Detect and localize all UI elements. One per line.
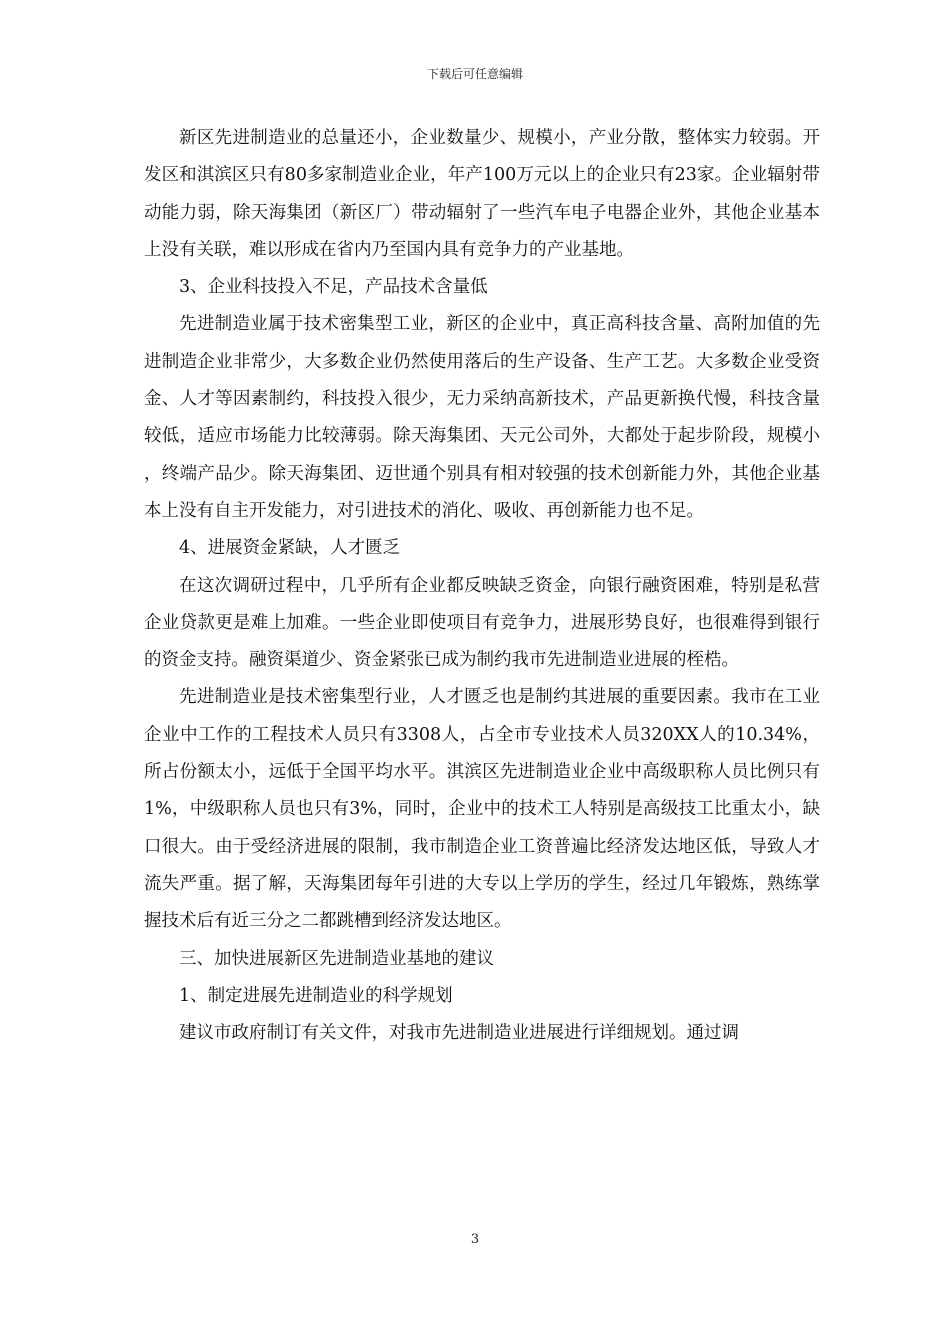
heading-funding-talent: 4、进展资金紧缺，人才匮乏: [179, 538, 401, 559]
heading-section-three: 三、加快进展新区先进制造业基地的建议: [179, 948, 494, 969]
page-number: 3: [470, 1232, 480, 1247]
paragraph-funding: 在这次调研过程中，几乎所有企业都反映缺乏资金，向银行融资困难，特别是私营企业贷款更是难上加难。一些企业即使项目有竞争力，进展形势良好，也很难得到银行的资金支持。融资渠道少、资金紧张已成为制约我市先进制造业进展的桎梏。: [144, 575, 820, 671]
page-header: 下载后可任意编辑: [426, 67, 523, 81]
heading-tech-investment: 3、企业科技投入不足，产品技术含量低: [179, 277, 488, 298]
paragraph-industry-scale: 新区先进制造业的总量还小，企业数量少、规模小，产业分散，整体实力较弱。开发区和淇滨区只有80多家制造业企业，年产100万元以上的企业只有23家。企业辐射带动能力弱，除天海集团（新区厂）带动辐射了一些汽车电子电器企业外，其他企业基本上没有关联，难以形成在省内乃至国内具有竞争力的产业基地。: [144, 128, 820, 260]
document-body: [144, 120, 820, 1052]
paragraph-tech-investment: 先进制造业属于技术密集型工业，新区的企业中，真正高科技含量、高附加值的先进制造企业非常少，大多数企业仍然使用落后的生产设备、生产工艺。大多数企业受资金、人才等因素制约，科技投入很少，无力采纳高新技术，产品更新换代慢，科技含量较低，适应市场能力比较薄弱。除天海集团、天元公司外，大都处于起步阶段，规模小，终端产品少。除天海集团、迈世通个别具有相对较强的技术创新能力外，其他企业基本上没有自主开发能力，对引进技术的消化、吸收、再创新能力也不足。: [144, 314, 820, 521]
paragraph-talent: 先进制造业是技术密集型行业，人才匮乏也是制约其进展的重要因素。我市在工业企业中工作的工程技术人员只有3308人，占全市专业技术人员320XX人的10.34%，所占份额太小，远低于全国平均水平。淇滨区先进制造业企业中高级职称人员比例只有1%，中级职称人员也只有3%，同时，企业中的技术工人特别是高级技工比重太小，缺口很大。由于受经济进展的限制，我市制造企业工资普遍比经济发达地区低，导致人才流失严重。据了解，天海集团每年引进的大专以上学历的学生，经过几年锻炼，熟练掌握技术后有近三分之二都跳槽到经济发达地区。: [144, 687, 820, 932]
paragraph-planning: 建议市政府制订有关文件，对我市先进制造业进展进行详细规划。通过调: [179, 1023, 739, 1044]
heading-planning: 1、制定进展先进制造业的科学规划: [179, 985, 453, 1006]
